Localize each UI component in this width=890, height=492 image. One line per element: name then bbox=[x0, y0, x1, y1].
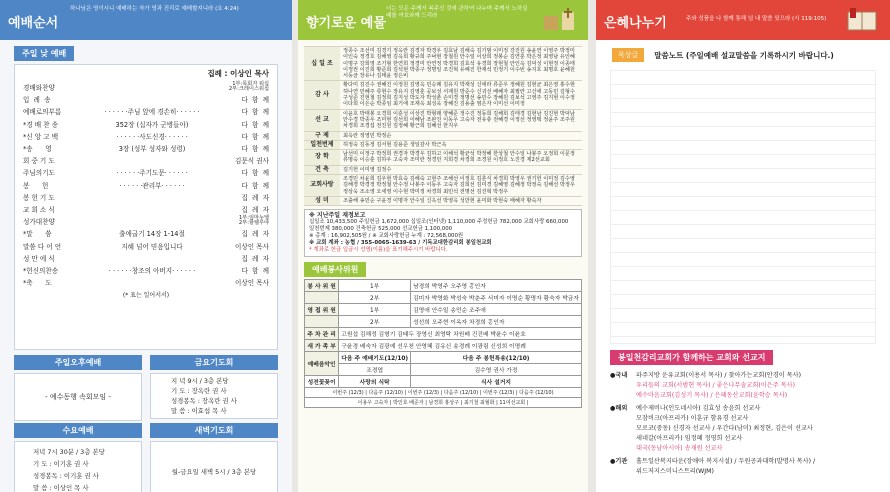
bible-icon bbox=[842, 6, 882, 34]
weekly-special-label: 다음 주 봉헌특송(12/10) bbox=[411, 352, 582, 364]
duty-table bbox=[304, 279, 582, 408]
meditation-tag: 묵상글 bbox=[612, 48, 644, 62]
order-label: 성 만 에 식 bbox=[23, 254, 55, 263]
friday-body bbox=[150, 373, 278, 419]
duty-role bbox=[305, 292, 339, 304]
order-content: · · · · · ·주님 앞에 경손히· · · · · · bbox=[104, 108, 200, 117]
order-row bbox=[15, 81, 277, 93]
order-leader: 다 함 께 bbox=[241, 145, 269, 154]
order-content: 지혜 넘어 믿음입니다 bbox=[121, 242, 183, 251]
worship-subtitle: 하나님은 영이시니 예배하는 자가 영과 진리로 예배할지니라 (요 4:24) bbox=[70, 6, 239, 12]
afternoon-service bbox=[14, 350, 142, 421]
offering-category: 건 축 bbox=[304, 166, 340, 174]
meals-header: 사랑의 식탁 bbox=[339, 376, 411, 388]
dawn-prayer bbox=[150, 418, 278, 492]
wednesday-tab: 수요예배 bbox=[14, 423, 142, 438]
meals-row bbox=[305, 388, 582, 398]
finance-title: ※ 지난주일 재정보고 bbox=[309, 212, 366, 220]
grace-subtitle: 주와 성품을 나 함께 통해 넘 내 말씀 잊으라 (시 119:105) bbox=[686, 16, 827, 22]
sunday-order-box bbox=[14, 64, 278, 350]
missions-list bbox=[610, 371, 880, 477]
order-row bbox=[15, 276, 277, 288]
duty-row bbox=[305, 316, 582, 328]
mission-group bbox=[610, 457, 880, 477]
mission-lines bbox=[636, 404, 880, 454]
order-label: 성가대찬양 bbox=[23, 218, 55, 227]
panel-offerings bbox=[298, 0, 588, 492]
missions-tab: 봉일천감리교회가 함께하는 교회와 선교지 bbox=[610, 350, 773, 365]
offering-row bbox=[304, 166, 582, 175]
order-leader: 다 함 께 bbox=[241, 266, 269, 275]
order-leader: 1부:목회자 워십 2부:크레이스워십 bbox=[228, 80, 269, 93]
mission-lines bbox=[636, 371, 880, 401]
finance-report bbox=[304, 209, 582, 257]
finance-lines bbox=[309, 219, 577, 240]
wednesday-service bbox=[14, 418, 142, 492]
presider-label: 집례 : 이상인 목사 bbox=[207, 69, 269, 78]
order-row bbox=[15, 191, 277, 203]
wednesday-body bbox=[14, 441, 142, 492]
duty-part: 1부 bbox=[339, 304, 411, 316]
meals-cell: 이용우 고숙자 | 박인호 배준자 | 남경희 홍상구 | 최기철 최월화 | 11여선교회 | bbox=[305, 398, 582, 408]
duty-names: 김미자 박영화 박성숙 박춘주 서미자 이명순 황명자 황숙자 박금자 bbox=[411, 292, 582, 304]
offering-category: 성 미 bbox=[304, 197, 340, 205]
order-leader: 김문식 권사 bbox=[235, 157, 269, 166]
offering-names: 최옥란 정영민 박정순 bbox=[343, 132, 392, 139]
schedule-line: 말 씀 : 이효섭 목 사 bbox=[171, 407, 227, 415]
schedule-line: 말 씀 : 이상인 목 사 bbox=[33, 484, 89, 492]
dawn-body: 월-금요일 새벽 5시 / 3층 본당 bbox=[150, 441, 278, 492]
order-content: 3장 (성부 성자와 성령) bbox=[118, 145, 186, 154]
order-leader: 집 례 자 bbox=[241, 205, 269, 214]
order-label: 회 중 기 도 bbox=[23, 157, 55, 166]
meals-header: 성전꽃꽂이 bbox=[305, 376, 339, 388]
meditation-note: 말씀노트 (주일예배 설교말씀을 기록하시기 바랍니다.) bbox=[654, 50, 834, 60]
order-row bbox=[15, 264, 277, 276]
order-row bbox=[15, 203, 277, 215]
order-row bbox=[15, 166, 277, 178]
schedule-line: 성경봉독 : 이기훈 권 사 bbox=[33, 472, 99, 480]
order-row bbox=[15, 154, 277, 166]
order-label: 봉 헌 bbox=[23, 181, 49, 190]
order-row bbox=[15, 130, 277, 142]
duty-role bbox=[305, 316, 339, 328]
meals-row bbox=[305, 398, 582, 408]
offering-category: 감 사 bbox=[304, 81, 340, 108]
mission-line: 우리들의 교회(서범현 목사) / 좋은나무솔교회(이은주 목사) bbox=[636, 382, 796, 389]
duty-names: 남경희 박영주 오주영 홍인자 bbox=[411, 280, 582, 292]
order-content: · · · · · ·사도신경· · · · · · bbox=[116, 132, 188, 141]
meals-cell: 이번주 (12/3) | 다음주 (12/10) | 이번주 (12/3) | 다음주 (12/10) | 이번주 (12/3) | 다음주 (12/10) bbox=[305, 388, 582, 398]
order-label: *축 도 bbox=[23, 279, 52, 288]
duty-part: 2부 bbox=[339, 292, 411, 304]
finance-line: 일천번제 380,000 건축헌금 525,000 선교헌금 1,100,000 bbox=[309, 226, 453, 233]
grace-header bbox=[596, 0, 890, 40]
order-leader: 다 함 께 bbox=[241, 108, 269, 117]
offering-category: 선 교 bbox=[304, 110, 340, 131]
order-label: 봉 헌 기 도 bbox=[23, 193, 55, 202]
offering-icon bbox=[540, 6, 580, 34]
order-row bbox=[15, 118, 277, 130]
offering-names: 이윤호 박태봉 오경희 이훈성 이상진 박형래 양혜준 정수진 정동희 김해희 김태경 김현남 김진현 박덕남 안수경 박종우 조미현 김선희 이혜남 조완진 이동우 고숙자 전유충 전혜경 이정선 정영택 정윤주 조주원 차경희 조경섭 전진원 김정혜 황근희 김혜선 한지우 bbox=[343, 110, 575, 130]
mission-group bbox=[610, 371, 880, 401]
order-row bbox=[15, 252, 277, 264]
account-info: ※ 교회 계좌 : 농협 / 355-0065-1639-63 / 기독교대한감리회 봉일천교회 bbox=[309, 240, 492, 247]
offering-category: 교회사랑 bbox=[304, 175, 340, 196]
offering-category: 장 학 bbox=[304, 150, 340, 165]
duty-role: 봉 사 위 원 bbox=[305, 280, 339, 292]
worship-title: 예배순서 bbox=[8, 16, 59, 31]
duty-tab: 예배봉사위원 bbox=[304, 262, 366, 277]
sermon-notes-area[interactable] bbox=[610, 70, 876, 344]
order-leader: 다 함 께 bbox=[241, 132, 269, 141]
order-leader: 집 례 자 bbox=[241, 193, 269, 202]
order-row bbox=[15, 93, 277, 105]
order-row bbox=[15, 105, 277, 117]
worship-music-label: 예배음악인 bbox=[305, 352, 339, 376]
schedule-line: 기 도 : 이기훈 권 사 bbox=[33, 460, 89, 468]
order-leader: 이상인 목사 bbox=[235, 242, 269, 251]
mission-line: 세네갈(아프리카) 임정혜 정영희 선교사 bbox=[636, 435, 743, 442]
mission-line: 모잠비크(아프리카) 이훈규 함유경 선교사 bbox=[636, 415, 749, 422]
offering-row bbox=[304, 197, 582, 206]
finance-line: ※ 총계 : 16,902,505원 / ※ 교회사랑헌금 누계 : 72,568,000원 bbox=[309, 233, 464, 240]
offering-names: 허정숙 김동정 김서현 김용준 생일감사 박근옥 bbox=[343, 141, 447, 148]
mission-line: 모로코(중동) 신경자 선교사 / 우간다(남미) 최정현, 김은이 선교사 bbox=[636, 425, 813, 432]
offering-names: 남선미 이정구 박정희 권경자 박경우 김하고 이해석 황균석 박정혜 한상철 안수일 나봉주 오정희 이문정 류명숙 이승훈 김하우 고숙자 조미란 정경민 지희경 차경희 조경원 이정호 노진경 제2선교회 bbox=[343, 151, 575, 164]
offering-category: 십 일 조 bbox=[304, 47, 340, 80]
meditation-row bbox=[612, 48, 890, 62]
order-label: *헌신의찬송 bbox=[23, 266, 59, 275]
schedule-line: 성경봉독 : 장옥란 권 사 bbox=[171, 397, 237, 405]
weekly-prayer-label: 다음 주 예배기도(12/10) bbox=[339, 352, 411, 364]
duty-row bbox=[305, 328, 582, 340]
dawn-tab: 새벽기도회 bbox=[150, 423, 278, 438]
mission-lines bbox=[636, 457, 880, 477]
order-content: · · · · · ·주기도문· · · · · · bbox=[116, 169, 188, 178]
order-leader: 이상인 목사 bbox=[235, 279, 269, 288]
duty-names: 고원섭 김해정 김형기 김태두 장영신 최영탁 차원배 진진배 박윤수 이윤호 bbox=[339, 328, 582, 340]
order-label: *신 앙 고 백 bbox=[23, 132, 59, 141]
offering-names: 황다미 김진수 권혜진 이정원 김영옥 민승례 김유지 박재성 신애라 류준우 정혜원 김현균 최은영 홍수현 허나연 민혜주 류현수 장유지 김영훈 공보성 서재원 방준수 신귀선 배혜자 최필란 고신애 고동민 김형수 구성준 진현철 김정희 김지성 박도자 박성춘 손미경 정명선 송민수 장혜원 김보석 고영주 김지현 이수정 이다희 이은순 박종임 최기애 조재옥 최성욱 장혜진 김용출 염은자 이미선 이미정 bbox=[343, 82, 575, 108]
weekly-row bbox=[305, 352, 582, 364]
mission-category: ●해외 bbox=[610, 405, 628, 412]
duty-row bbox=[305, 340, 582, 352]
order-content: 출애굽기 14장 1-14절 bbox=[119, 230, 185, 239]
mission-line: 홀트일산복지타운(장애아 복지시설) / 두원공과대학(발명사 목사) / bbox=[636, 458, 816, 465]
order-row bbox=[15, 227, 277, 239]
duty-names: 성선희 오주현 이옥자 차경희 홍인자 bbox=[411, 316, 582, 328]
duty-row bbox=[305, 304, 582, 316]
friday-prayer bbox=[150, 350, 278, 419]
order-label: 예배로의부름 bbox=[23, 108, 62, 117]
meals-header: 식사 설거지 bbox=[411, 376, 582, 388]
order-row bbox=[15, 239, 277, 251]
mission-line: 위드저지스미니스트리(WJM) bbox=[636, 468, 714, 475]
duty-role: 영 접 위 원 bbox=[305, 304, 339, 316]
order-leader: 1부:임마누엘 2부:할렐루야 bbox=[238, 214, 269, 227]
meals-header-row bbox=[305, 376, 582, 388]
mission-category: ●국내 bbox=[610, 372, 628, 379]
offering-row bbox=[304, 132, 582, 141]
order-label: 입 례 송 bbox=[23, 96, 51, 105]
duty-row bbox=[305, 280, 582, 292]
offering-names: 김기헌 이미영 김정수 bbox=[343, 166, 392, 173]
panel-grace-sharing bbox=[596, 0, 890, 492]
order-content: · · · · · ·관리부· · · · · · bbox=[119, 181, 185, 190]
offerings-subtitle: 너는 모든 주께서 복주신 것에 관하여 나누며 주께서 노하실 때를 여호와께 드리라 bbox=[386, 6, 528, 19]
afternoon-tab: 주일오후예배 bbox=[14, 355, 142, 370]
schedule-line: 기 도 : 장옥란 권 사 bbox=[171, 387, 227, 395]
order-label: *말 씀 bbox=[23, 230, 52, 239]
mission-line: 예수제비나(인도네시아) 김효성 송윤희 선교사 bbox=[636, 405, 761, 412]
offering-names: 조출해 송민순 구윤경 이명자 안수일 신옥선 박영옥 성만현 윤미화 박현숙 배혜자 황숙자 bbox=[343, 197, 542, 204]
offering-category: 일천번제 bbox=[304, 141, 340, 149]
afternoon-body: - 예수동행 속회모임 - bbox=[14, 373, 142, 421]
sunday-service-tab: 주일 낮 예배 bbox=[14, 46, 74, 61]
mission-line: 대국(동남아시아) 송재원 선교사 bbox=[636, 445, 723, 452]
offering-row bbox=[304, 81, 582, 109]
offerings-header bbox=[298, 0, 588, 40]
order-leader: 집 례 자 bbox=[241, 254, 269, 263]
mission-line: 파주지방 운유교회(이용서 목사) / 찾아가는교회(안경이 목사) bbox=[636, 372, 802, 379]
order-leader: 다 함 께 bbox=[241, 96, 269, 105]
schedule-line: 지 녁 9시 / 3층 본당 bbox=[171, 377, 229, 385]
order-content: · · · · · ·창조의 아버지· · · · · · bbox=[108, 266, 196, 275]
offering-names: 정종수 조선미 김경기 정옥란 김경자 박경우 김효남 김해숙 김기범 이미정 강진원 송윤연 이영주 박정미 이인숙 정경호 김해영 김옥희 황규희 주낙현 장철원 안수일 이상희 정봉순 김연훈 박은정 최영남 유인혜 이명구 강희영 조기형 한연희 정경미 안연정 박경희 김효석 유경희 장현철 안인옥 김덕성 이현정 이종태 이정권 이진희 황준희 김석현 박종구 정명일 조진혁 유해진 한재석 민정기 이수빈 송지호 최명호 윤혜원 서동균 장유나 김태윤 정은비 bbox=[343, 48, 575, 80]
account-note: * 계좌로 헌금 입금시 성명(이름)을 표기해주시기 바랍니다. bbox=[309, 247, 448, 254]
offering-row bbox=[304, 110, 582, 132]
order-label: *송 영 bbox=[23, 145, 52, 154]
duty-role: 새 가 족 부 bbox=[305, 340, 339, 352]
duty-part: 1부 bbox=[339, 280, 411, 292]
weekly-special-name: 김수영 권사 가정 bbox=[411, 364, 582, 376]
order-label: 말씀 다 어 언 bbox=[23, 242, 62, 251]
standing-note: (* 표는 일어서서) bbox=[122, 292, 170, 300]
friday-tab: 금요기도회 bbox=[150, 355, 278, 370]
panel-worship-order bbox=[0, 0, 292, 492]
duty-role: 주 차 관 리 bbox=[305, 328, 339, 340]
order-list bbox=[15, 81, 277, 288]
order-row bbox=[15, 215, 277, 227]
duty-names: 김영애 안수일 송민순 조주애 bbox=[411, 304, 582, 316]
order-content: 352장 (십자가 군병들아) bbox=[115, 120, 189, 129]
offering-row bbox=[304, 141, 582, 150]
order-label: 주님의기도 bbox=[23, 169, 55, 178]
offering-row bbox=[304, 175, 582, 197]
mission-category: ●기관 bbox=[610, 458, 628, 465]
offering-row bbox=[304, 150, 582, 166]
order-leader: 다 함 께 bbox=[241, 181, 269, 190]
mission-line: 예수마음교회(김성기 목사) / 은혜동산교회(윤학승 목사) bbox=[636, 392, 788, 399]
mission-group bbox=[610, 404, 880, 454]
worship-header bbox=[0, 0, 292, 40]
order-leader: 다 함 께 bbox=[241, 169, 269, 178]
offerings-title: 향기로운 예물 bbox=[306, 16, 386, 31]
order-row bbox=[15, 179, 277, 191]
duty-part: 2부 bbox=[339, 316, 411, 328]
offering-names: 조경민 차윤희 김우현 박효숙 김해숙 고현주 조해선 이정호 김훈식 차경희 박영우 권기헌 이미정 김수영 김해경 박경정 박정철 안수정 나봉주 이동우 고숙자 김희선 김미경 김혜영 김혜정 박정숙 김해선 박정우 정상욱 조소영 오세영 이수현 박미정 차경희 최민석 전명선 김진혁 박정우 bbox=[343, 176, 575, 195]
order-label: 경배와찬양 bbox=[23, 84, 55, 93]
schedule-line: 저녁 7시 30분 / 3층 본당 bbox=[33, 448, 105, 456]
order-row bbox=[15, 142, 277, 154]
finance-line: 십일조 10,433,500 주일헌금 1,672,000 십일조(인터넷) 1,110,000 주정헌금 782,000 교회사랑 660,000 bbox=[309, 219, 569, 226]
duty-names: 구윤경 배숙자 김광예 선우천 안영혜 김유신 송경례 이광림 신성희 이명례 bbox=[339, 340, 582, 352]
offering-category: 구 제 bbox=[304, 132, 340, 140]
weekly-names-row bbox=[305, 364, 582, 376]
duty-row bbox=[305, 292, 582, 304]
grace-title: 은혜나누기 bbox=[604, 16, 667, 31]
order-leader: 다 함 께 bbox=[241, 120, 269, 129]
offerings-table bbox=[304, 46, 582, 206]
order-leader: 집 례 자 bbox=[241, 230, 269, 239]
offering-row bbox=[304, 47, 582, 81]
order-label: 교 회 소 식 bbox=[23, 205, 55, 214]
order-label: *경 배 찬 송 bbox=[23, 120, 59, 129]
weekly-prayer-name: 조경엽 bbox=[339, 364, 411, 376]
